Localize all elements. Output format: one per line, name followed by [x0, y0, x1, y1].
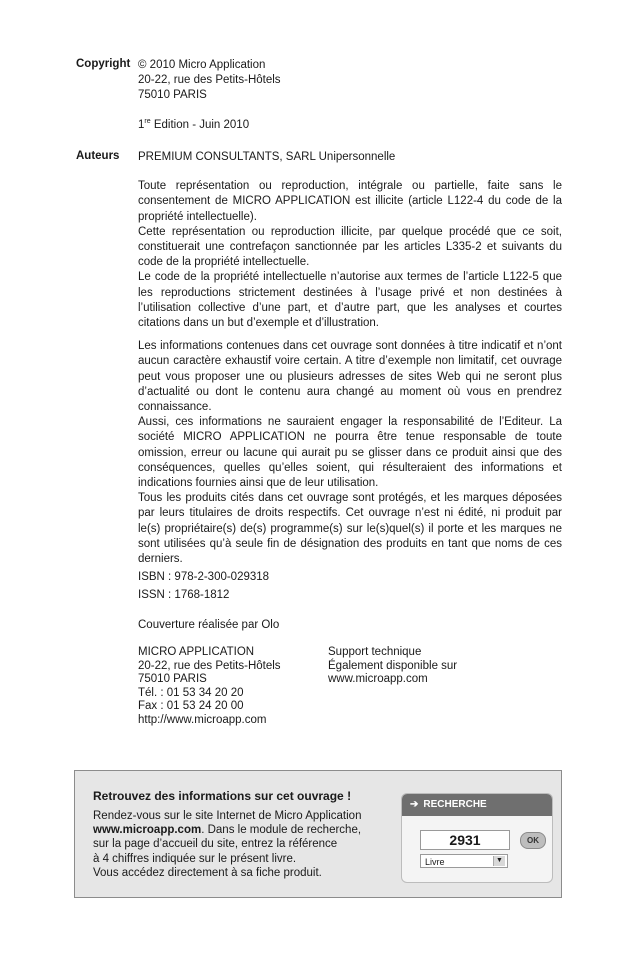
- info-box: [74, 770, 562, 898]
- copyright-city: 75010 PARIS: [138, 89, 207, 102]
- issn: ISSN : 1768-1812: [138, 589, 230, 602]
- disclaimer-paragraph-2: Aussi, ces informations ne sauraient engager la responsabilité de l’Editeur. La société MICRO APPLICATION ne pourra être tenue responsable de toute omission, erreur ou lacune qui aurait pu se glisser dans ce produit ainsi que des conséquences, quelles qu’elles soient, qui résulteraient des informations et indications fournies ainsi que de leur utilisation.: [138, 416, 562, 490]
- cover-credit: Couverture réalisée par Olo: [138, 618, 280, 631]
- support-availability: Également disponible sur: [328, 659, 458, 672]
- support-info: [328, 646, 548, 687]
- support-title: Support technique: [328, 646, 422, 658]
- publisher-name: MICRO APPLICATION: [138, 646, 255, 658]
- search-widget-title: RECHERCHE: [423, 799, 487, 810]
- publisher-website: http://www.microapp.com: [138, 713, 267, 726]
- info-line-1: Rendez-vous sur le site Internet de Micro Application: [93, 810, 362, 822]
- auteurs-label: Auteurs: [76, 150, 120, 162]
- copyright-label: Copyright: [76, 58, 131, 70]
- publisher-tel: Tél. : 01 53 34 20 20: [138, 686, 244, 699]
- disclaimer-paragraph-1: Les informations contenues dans cet ouvrage sont données à titre indicatif et n’ont aucun caractère exhaustif voire certain. A titre d’exemple non limitatif, cet ouvrage peut vous proposer une ou plusieurs adresses de sites Web qui ne seront plus d’actualité ou dont le contenu aura changé au moment où vous en prendrez connaissance.: [138, 340, 562, 414]
- trademark-paragraph: Tous les produits cités dans cet ouvrage sont protégés, et les marques déposées par leurs titulaires de droits respectifs. Cet ouvrage n’est ni édité, ni produit par le(s) propriétaire(s) de(s) programme(s) sur le(s)quel(s) il porte et les marques ne sont utilisées qu’à seule fin de désignation des produits en tant que noms de ces derniers.: [138, 492, 562, 566]
- chevron-down-icon: ▼: [493, 856, 505, 866]
- info-line-2-rest: . Dans le module de recherche,: [201, 824, 362, 837]
- reference-input: 2931: [420, 830, 510, 850]
- edition-number: 1: [138, 118, 145, 131]
- contact-section: [138, 646, 562, 736]
- ok-button: OK: [520, 832, 546, 849]
- author-name: PREMIUM CONSULTANTS, SARL Unipersonnelle: [138, 151, 396, 163]
- publisher-address: [138, 646, 318, 728]
- edition-line: [138, 118, 562, 133]
- search-widget-header: [402, 794, 552, 816]
- copyright-block: [138, 58, 562, 133]
- type-select: [420, 854, 508, 868]
- info-box-title: Retrouvez des informations sur cet ouvrage !: [93, 789, 352, 803]
- info-box-text: [93, 809, 393, 880]
- edition-text: Edition - Juin 2010: [150, 118, 250, 131]
- copyright-line: © 2010 Micro Application: [138, 59, 266, 71]
- support-website: www.microapp.com: [328, 673, 428, 686]
- legal-paragraph-3: Le code de la propriété intellectuelle n’autorise aux termes de l’article L122-5 que les reproductions strictement destinées à l’usage privé et non destinées à l’utilisation collective d’une part, et d’autre part, que les analyses et courtes citations dans un but d’exemple et d’illustration.: [138, 271, 562, 330]
- search-widget-illustration: [401, 793, 553, 883]
- publisher-city: 75010 PARIS: [138, 673, 207, 686]
- auteurs-block: [138, 150, 562, 633]
- info-line-4: à 4 chiffres indiquée sur le présent livre.: [93, 852, 297, 865]
- legal-paragraph-1: Toute représentation ou reproduction, intégrale ou partielle, faite sans le consentement de MICRO APPLICATION est illicite (article L122-4 du code de la propriété intellectuelle).: [138, 180, 562, 223]
- info-line-5: Vous accédez directement à sa fiche produit.: [93, 866, 322, 879]
- type-select-value: Livre: [425, 857, 445, 867]
- legal-paragraph-2: Cette représentation ou reproduction illicite, par quelque procédé que ce soit, constituerait une contrefaçon sanctionnée par les articles L335-2 et suivants du code de la propriété intellectuelle.: [138, 225, 562, 269]
- arrow-right-icon: ➔: [410, 799, 419, 810]
- info-website: www.microapp.com: [93, 824, 202, 837]
- info-line-3: sur la page d’accueil du site, entrez la référence: [93, 838, 338, 851]
- publisher-street: 20-22, rue des Petits-Hôtels: [138, 659, 281, 672]
- info-line-2: [93, 823, 393, 837]
- publisher-fax: Fax : 01 53 24 20 00: [138, 700, 244, 713]
- edition-superscript: re: [144, 117, 151, 125]
- isbn: ISBN : 978-2-300-029318: [138, 571, 270, 584]
- copyright-street: 20-22, rue des Petits-Hôtels: [138, 74, 281, 87]
